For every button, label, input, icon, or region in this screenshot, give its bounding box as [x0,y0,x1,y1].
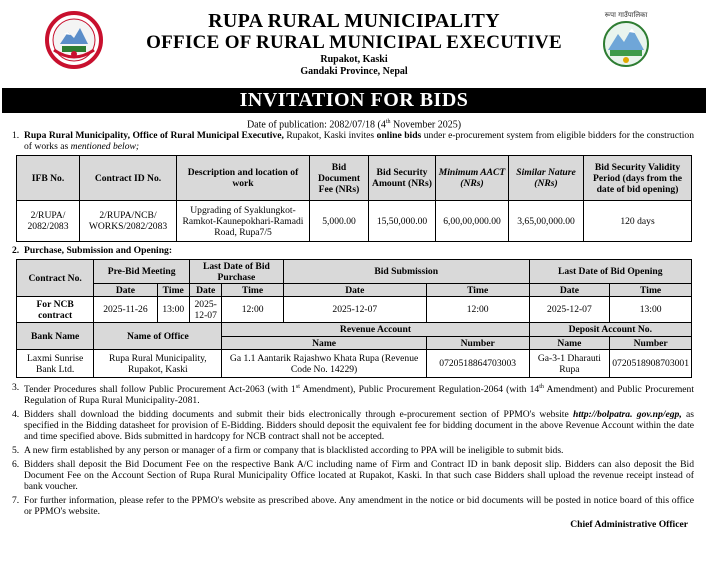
col-similar-nature: Similar Nature (NRs) [509,156,584,201]
col-contract-id: Contract ID No. [80,156,177,201]
bid-details-table [16,155,692,242]
schedule-table [16,259,692,378]
publication-date: Date of publication: 2082/07/18 (4th November 2025) [246,119,462,131]
section-2-title: 2. Purchase, Submission and Opening: [12,245,173,256]
nepal-emblem-logo [44,10,104,70]
schedule-subheader-row: Date Time Date Time Date Time Date Time [17,284,692,297]
cell-validity: 120 days [584,201,692,242]
cell-ifb: 2/RUPA/ 2082/2083 [17,201,80,242]
account-subheader-row: Name Number Name Number [17,337,692,350]
schedule-header-row: Contract No. Pre-Bid Meeting Last Date of Bid Purchase Bid Submission Last Date of Bid Opening [17,260,692,284]
paragraph-3: 3. Tender Procedures shall follow Public Procurement Act-2063 (with 1st Amendment), Public Procurement Regulation-2064 (with 14th Amendment) and Public Procurement Regulation of Rupa Rural Municipality-2081. [12,382,694,407]
paragraph-4: 4. Bidders shall download the bidding documents and submit their bids electronically through e-procurement section of PPMO's website http://bolpatra. gov.np/egp, as specified in the Bidding datasheet for provision of E-Bidding. Bidders should deposit the equivalent fee for bidding document in the above Revenue Account within the date and time specified above. Bids submitted in hardcopy for NCB contract shall not be accepted. [12,409,695,443]
cell-contract-id: 2/RUPA/NCB/ WORKS/2082/2083 [80,201,177,242]
letterhead [4,0,704,88]
cell-bid-fee: 5,000.00 [310,201,369,242]
address-line-1: Rupakot, Kaski [320,54,388,65]
rupa-municipality-logo [598,8,654,72]
col-min-aact: Minimum AACT (NRs) [436,156,509,201]
signatory: Chief Administrative Officer [570,519,688,531]
table-row [17,201,692,242]
ppmo-link[interactable]: http://bolpatra. gov.np/egp, [573,409,682,421]
paragraph-5: 5. A new firm established by any person or manager of a firm or company that is blacklisted according to PPA will be ineligible to submit bids. [12,445,564,457]
address-line-2: Gandaki Province, Nepal [300,66,408,77]
account-header-row: Bank Name Name of Office Revenue Account Deposit Account No. [17,323,692,337]
table-row: Laxmi Sunrise Bank Ltd. Rupa Rural Municipality, Rupakot, Kaski Ga 1.1 Aantarik Rajashwo Khata Rupa (Revenue Code No. 14229) 0720518864703003 Ga-3-1 Dharauti Rupa 0720518908703001 [17,350,692,378]
cell-min-aact: 6,00,00,000.00 [436,201,509,242]
cell-description: Upgrading of Syaklungkot-Ramkot-Kaunepokhari-Ramadi Road, Rupa7/5 [177,201,310,242]
col-ifb: IFB No. [17,156,80,201]
table-header-row [17,156,692,201]
col-bid-security: Bid Security Amount (NRs) [369,156,436,201]
municipality-title: RUPA RURAL MUNICIPALITY [208,10,500,32]
col-bid-fee: Bid Document Fee (NRs) [310,156,369,201]
paragraph-7: 7. For further information, please refer to the PPMO's website as prescribed above. Any amendment in the notice or bid documents will be posted in notice board of this office or PPMO's website. [12,495,694,518]
logo-caption: रूपा गाउँपालिका [604,11,648,19]
office-title: OFFICE OF RURAL MUNICIPAL EXECUTIVE [146,32,562,53]
col-validity: Bid Security Validity Period (days from the date of bid opening) [584,156,692,201]
invitation-banner: INVITATION FOR BIDS [2,88,706,113]
intro-paragraph: 1. Rupa Rural Municipality, Office of Rural Municipal Executive, Rupakot, Kaski invites online bids under e-procurement system from eligible bidders for the construction of works as mentioned below; [12,130,694,152]
paragraph-6: 6. Bidders shall deposit the Bid Document Fee on the respective Bank A/C including name of Firm and Contract ID in bank deposit slip. Bidders can also deposit the Bid Document Fee on the Account Section of Rupa Rural Municipality Office located at Rupakot, Kaski. In that such case Bidders shall upload the revenue receipt instead of bank voucher. [12,459,694,493]
cell-bid-security: 15,50,000.00 [369,201,436,242]
table-row: For NCB contract 2025-11-26 13:00 2025-12-07 12:00 2025-12-07 12:00 2025-12-07 13:00 [17,297,692,323]
cell-similar-nature: 3,65,00,000.00 [509,201,584,242]
col-description: Description and location of work [177,156,310,201]
